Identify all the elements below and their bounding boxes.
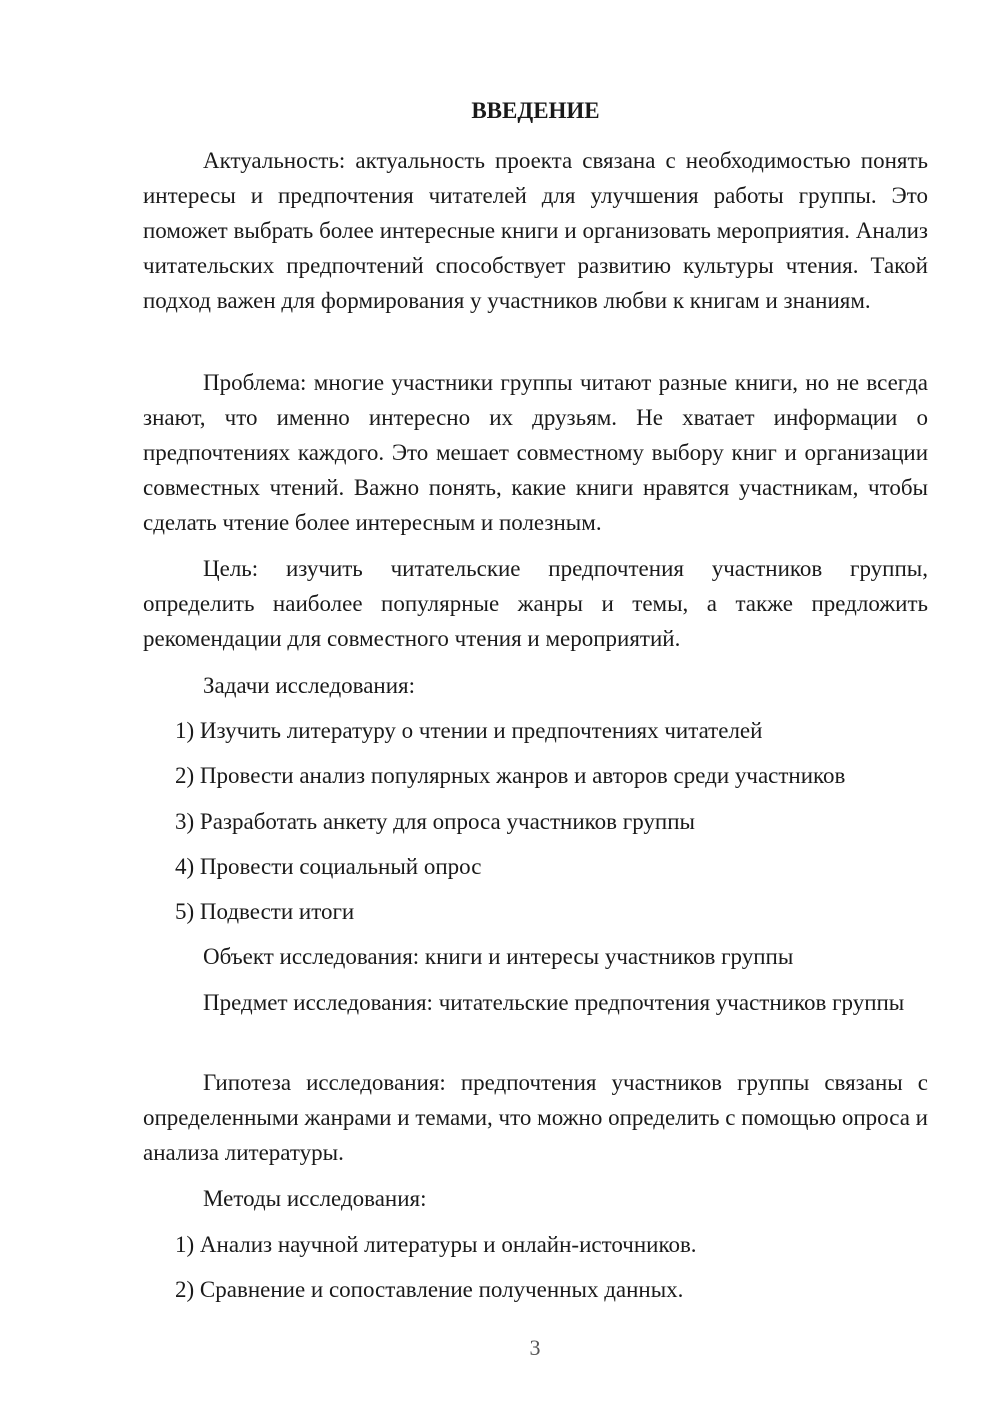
task-item: 3) Разработать анкету для опроса участников группы [175,809,695,834]
task-item: 4) Провести социальный опрос [175,854,482,879]
subject-paragraph: Предмет исследования: читательские предпочтения участников группы [203,990,905,1015]
hypothesis-paragraph: Гипотеза исследования: предпочтения участников группы связаны с определенными жанрами и темами, что можно определить с помощью опроса и анализа литературы. [143,1070,928,1165]
relevance-paragraph: Актуальность: актуальность проекта связана с необходимостью понять интересы и предпочтения читателей для улучшения работы группы. Это поможет выбрать более интересные книги и организовать мероприятия. Анализ читательских предпочтений способствует развитию культуры чтения. Такой подход важен для формирования у участников любви к книгам и знаниям. [143,148,928,313]
tasks-heading: Задачи исследования: [203,673,416,698]
task-item: 2) Провести анализ популярных жанров и авторов среди участников [175,763,846,788]
goal-paragraph: Цель: изучить читательские предпочтения участников группы, определить наиболее популярные жанры и темы, а также предложить рекомендации для совместного чтения и мероприятий. [143,556,928,651]
methods-heading: Методы исследования: [203,1186,427,1211]
page-number: 3 [529,1335,541,1360]
object-paragraph: Объект исследования: книги и интересы участников группы [203,944,794,969]
task-item: 1) Изучить литературу о чтении и предпочтениях читателей [175,718,763,743]
method-item: 1) Анализ научной литературы и онлайн-источников. [175,1232,697,1257]
task-item: 5) Подвести итоги [175,899,355,924]
problem-paragraph: Проблема: многие участники группы читают разные книги, но не всегда знают, что именно интересно их друзьям. Не хватает информации о предпочтениях каждого. Это мешает совместному выбору книг и организации совместных чтений. Важно понять, какие книги нравятся участникам, чтобы сделать чтение более интересным и полезным. [143,370,928,535]
method-item: 2) Сравнение и сопоставление полученных данных. [175,1277,684,1302]
page-title: ВВЕДЕНИЕ [471,98,600,123]
